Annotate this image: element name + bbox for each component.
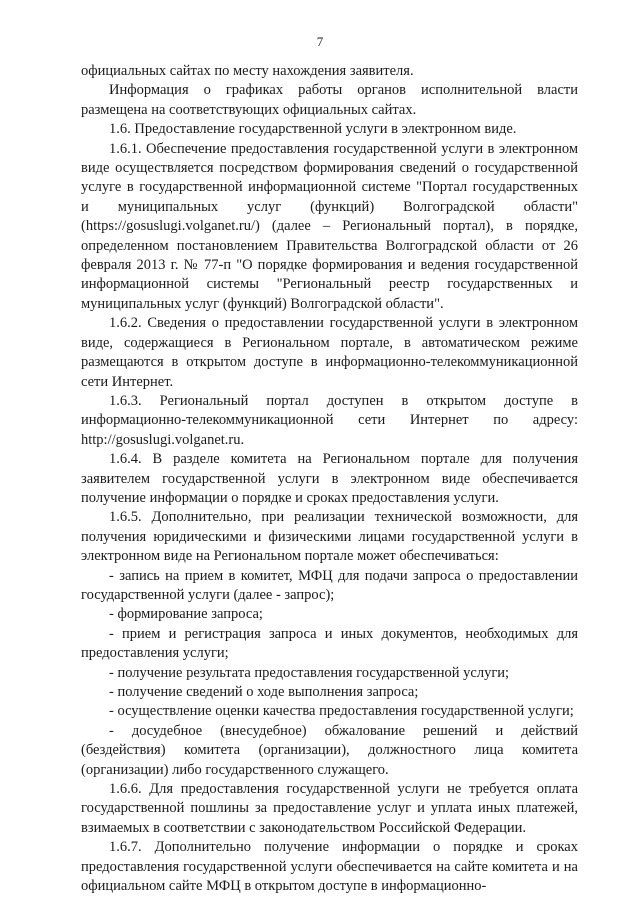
list-item-registration: - прием и регистрация запроса и иных документов, необходимых для предоставления услуги; <box>81 625 578 662</box>
paragraph-1-6-3: 1.6.3. Региональный портал доступен в открытом доступе в информационно-телекоммуникационной сети Интернет по адресу: http://gosuslugi.volganet.ru. <box>81 392 578 448</box>
list-item-result: - получение результата предоставления государственной услуги; <box>109 664 510 681</box>
paragraph-1-6-5: 1.6.5. Дополнительно, при реализации технической возможности, для получения юридическими и физическими лицами государственной услуги в электронном виде на Региональном портале может обеспечиваться: <box>81 509 578 565</box>
paragraph-1-6-2: 1.6.2. Сведения о предоставлении государственной услуги в электронном виде, содержащиеся в Региональном портале, в автоматическом режиме размещаются в открытом доступе в информационно-телекоммуникационной сети Интернет. <box>81 315 578 390</box>
paragraph-schedule-info: Информация о графиках работы органов исполнительной власти размещена на соответствующих официальных сайтах. <box>81 82 578 118</box>
paragraph-1-6-7: 1.6.7. Дополнительно получение информации о порядке и сроках предоставления государственной услуги обеспечивается на сайте комитета и на официальном сайте МФЦ в открытом доступе в информационно- <box>81 839 578 895</box>
list-item-appeal: - досудебное (внесудебное) обжалование решений и действий (бездействия) комитета (организации), должностного лица комитета (организации) либо государственного служащего. <box>81 722 578 778</box>
paragraph-continuation: официальных сайтах по месту нахождения заявителя. <box>81 63 414 79</box>
page-number: 7 <box>316 34 324 49</box>
list-item-appointment: - запись на прием в комитет, МФЦ для подачи запроса о предоставлении государственной услуги (далее - запрос); <box>81 567 578 603</box>
paragraph-1-6-4: 1.6.4. В разделе комитета на Региональном портале для получения заявителем государственной услуги в электронном виде обеспечивается получение информации о порядке и сроках предоставления услуги. <box>81 451 578 506</box>
list-item-request-forming: - формирование запроса; <box>109 606 263 623</box>
paragraph-1-6-1: 1.6.1. Обеспечение предоставления государственной услуги в электронном виде осуществляется посредством формирования сведений о государственной услуге в государственной информационной системе "Портал государственных и муниципальных услуг (функций) Волгоградской области" (https://gosuslugi.volganet.ru/) (далее – Региональный портал), в порядке, определенном постановлением Правительства Волгоградской области от 26 февраля 2013 г. № 77-п "О порядке формирования и ведения государственной информационной системы "Региональный реестр государственных и муниципальных услуг (функций) Волгоградской области". <box>81 140 578 312</box>
document-body <box>81 62 578 896</box>
paragraph-1-6-6: 1.6.6. Для предоставления государственной услуги не требуется оплата государственной пошлины за предоставление услуг и уплата иных платежей, взимаемых в соответствии с законодательством Российской Федерации. <box>81 781 578 836</box>
list-item-quality-assessment: - осуществление оценки качества предоставления государственной услуги; <box>109 703 574 720</box>
section-heading-1-6: 1.6. Предоставление государственной услуги в электронном виде. <box>109 121 517 138</box>
list-item-progress: - получение сведений о ходе выполнения запроса; <box>109 684 419 700</box>
